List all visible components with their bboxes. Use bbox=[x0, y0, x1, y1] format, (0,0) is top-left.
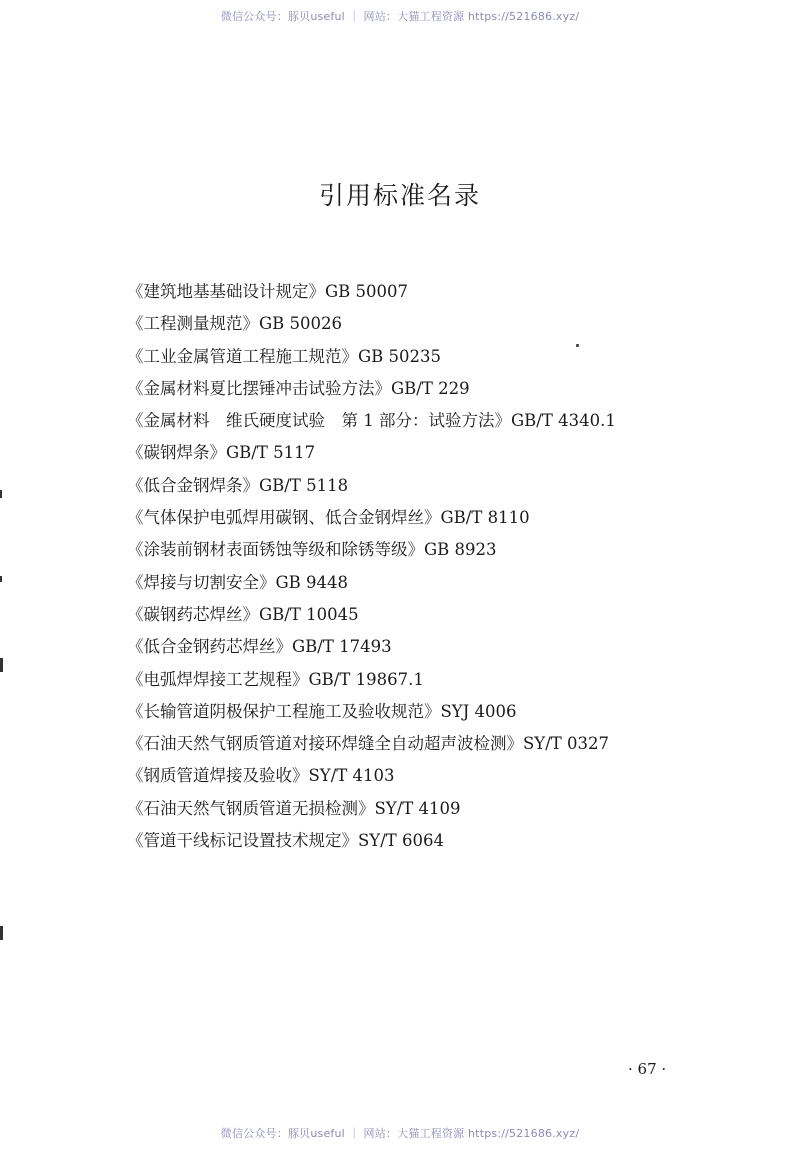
scan-edge-mark bbox=[0, 576, 2, 582]
list-item: 《焊接与切割安全》GB 9448 bbox=[127, 572, 349, 592]
scan-dot bbox=[576, 344, 579, 347]
scan-edge-mark bbox=[0, 490, 2, 498]
list-item: 《石油天然气钢质管道无损检测》SY/T 4109 bbox=[127, 798, 461, 818]
page-number: · 67 · bbox=[628, 1060, 667, 1078]
list-item: 《钢质管道焊接及验收》SY/T 4103 bbox=[127, 766, 395, 786]
list-item: 《工程测量规范》GB 50026 bbox=[127, 314, 343, 334]
scan-edge-mark bbox=[0, 926, 3, 940]
list-item: 《涂装前钢材表面锈蚀等级和除锈等级》GB 8923 bbox=[127, 540, 497, 560]
watermark-top: 微信公众号：豚贝useful ｜ 网站：大猫工程资源 https://521686.xyz/ bbox=[220, 10, 580, 23]
list-item: 《建筑地基基础设计规定》GB 50007 bbox=[127, 282, 409, 301]
list-item: 《管道干线标记设置技术规定》SY/T 6064 bbox=[127, 831, 444, 851]
list-item: 《金属材料 维氏硬度试验 第 1 部分：试验方法》GB/T 4340.1 bbox=[127, 411, 616, 431]
page-title: 引用标准名录 bbox=[318, 181, 481, 210]
list-item: 《石油天然气钢质管道对接环焊缝全自动超声波检测》SY/T 0327 bbox=[127, 734, 609, 754]
reference-list bbox=[127, 276, 616, 857]
list-item: 《碳钢焊条》GB/T 5117 bbox=[127, 443, 316, 463]
list-item: 《长输管道阴极保护工程施工及验收规范》SYJ 4006 bbox=[127, 701, 517, 721]
list-item: 《低合金钢焊条》GB/T 5118 bbox=[127, 475, 349, 495]
list-item: 《气体保护电弧焊用碳钢、低合金钢焊丝》GB/T 8110 bbox=[127, 508, 530, 528]
list-item: 《工业金属管道工程施工规范》GB 50235 bbox=[127, 346, 442, 366]
watermark-bottom: 微信公众号：豚贝useful ｜ 网站：大猫工程资源 https://521686.xyz/ bbox=[220, 1127, 580, 1140]
list-item: 《金属材料夏比摆锤冲击试验方法》GB/T 229 bbox=[127, 378, 470, 398]
list-item: 《碳钢药芯焊丝》GB/T 10045 bbox=[127, 604, 359, 624]
list-item: 《低合金钢药芯焊丝》GB/T 17493 bbox=[127, 637, 392, 657]
list-item: 《电弧焊焊接工艺规程》GB/T 19867.1 bbox=[127, 669, 424, 689]
scan-edge-mark bbox=[0, 658, 3, 672]
